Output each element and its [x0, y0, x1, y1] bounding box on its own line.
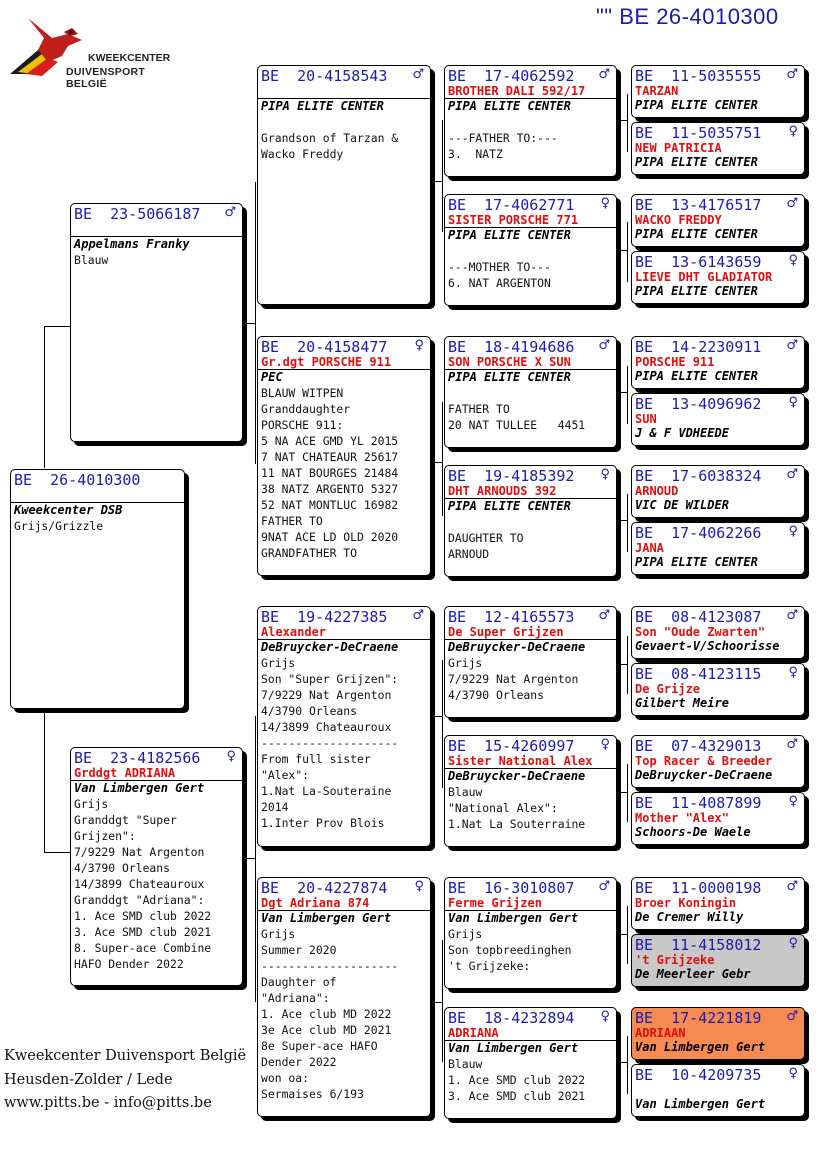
female-sex-icon: ♀	[788, 1066, 798, 1081]
owner-name: PIPA ELITE CENTER	[261, 99, 384, 113]
pedigree-note: 8e Super-ace HAFO	[261, 1039, 378, 1053]
owner-name: Van Limbergen Gert	[74, 781, 205, 795]
connector-line	[442, 120, 443, 232]
connector-line	[243, 858, 256, 859]
male-sex-icon: ♂	[412, 608, 424, 623]
pigeon-card[interactable]	[257, 606, 431, 847]
owner-name: Gilbert Meire	[635, 696, 729, 710]
female-sex-icon: ♀	[600, 737, 610, 752]
pedigree-note: 5 NA ACE GMD YL 2015	[261, 434, 399, 448]
ring-number: BE 11-0000198	[635, 879, 762, 897]
male-sex-icon: ♂	[786, 737, 798, 752]
pigeon-name	[261, 84, 426, 98]
female-sex-icon: ♀	[788, 395, 798, 410]
pedigree-note: Dender 2022	[261, 1055, 337, 1069]
pedigree-note: 4/3790 Orleans	[261, 704, 358, 718]
pigeon-name: SON PORSCHE X SUN	[448, 355, 571, 369]
owner-name: Schoors-De Waele	[635, 825, 751, 839]
pigeon-card[interactable]	[444, 336, 617, 448]
owner-name: Kweekcenter DSB	[14, 503, 123, 517]
ring-number: BE 17-4062771	[448, 196, 575, 214]
pigeon-card[interactable]	[631, 934, 805, 987]
pigeon-name	[14, 488, 180, 502]
male-sex-icon: ♂	[786, 338, 798, 353]
ring-number: BE 11-4087899	[635, 794, 762, 812]
connector-line	[431, 716, 443, 717]
connector-line	[627, 366, 628, 424]
owner-name: PIPA ELITE CENTER	[635, 555, 758, 569]
male-sex-icon: ♂	[224, 205, 236, 220]
ring-number: BE 12-4165573	[448, 608, 575, 626]
owner-name: Van Limbergen Gert	[448, 911, 579, 925]
pigeon-name: JANA	[635, 541, 664, 555]
ring-number: BE 20-4227874	[261, 879, 388, 897]
pigeon-name: NEW PATRICIA	[635, 141, 722, 155]
pedigree-note: 6. NAT ARGENTON	[448, 276, 551, 290]
pigeon-card[interactable]	[257, 336, 431, 576]
pedigree-note: 14/3899 Chateauroux	[261, 720, 392, 734]
female-sex-icon: ♀	[600, 196, 610, 211]
pedigree-note: From full sister	[261, 752, 371, 766]
pedigree-note: Blauw	[74, 253, 109, 267]
pigeon-name: Son "Oude Zwarten"	[635, 625, 766, 639]
ring-number: BE 23-4182566	[74, 749, 201, 767]
pigeon-name: ADRIANA	[448, 1026, 499, 1040]
pedigree-note: Grandson of Tarzan &	[261, 131, 399, 145]
pedigree-note: Granddaughter	[261, 402, 351, 416]
pigeon-card[interactable]	[631, 393, 805, 446]
logo-text-line1: KWEEKCENTER	[88, 52, 171, 64]
female-sex-icon: ♀	[600, 1009, 610, 1024]
pedigree-note: Wacko Freddy	[261, 147, 344, 161]
connector-line	[627, 222, 628, 282]
pigeon-card[interactable]	[631, 1007, 805, 1060]
pigeon-name: Gr.dgt PORSCHE 911	[261, 355, 392, 369]
pedigree-note: 1. Ace SMD club 2022	[74, 909, 212, 923]
footer-location: Heusden-Zolder / Lede	[4, 1072, 173, 1088]
connector-line	[617, 664, 628, 665]
pedigree-note: BLAUW WITPEN	[261, 386, 344, 400]
pedigree-note: ARNOUD	[448, 547, 490, 561]
pigeon-name: Broer Koningin	[635, 896, 737, 910]
owner-name: PIPA ELITE CENTER	[635, 227, 758, 241]
female-sex-icon: ♀	[788, 936, 798, 951]
pigeon-card[interactable]	[631, 735, 805, 788]
footer-contact: www.pitts.be - info@pitts.be	[4, 1095, 212, 1111]
pigeon-card[interactable]	[631, 122, 805, 175]
pigeon-card[interactable]	[631, 792, 805, 845]
connector-line	[627, 906, 628, 964]
connector-line	[431, 1002, 443, 1003]
pigeon-card[interactable]	[70, 203, 243, 442]
owner-name: PIPA ELITE CENTER	[635, 155, 758, 169]
pedigree-note: "Alex":	[261, 768, 310, 782]
pigeon-name: 't Grijzeke	[635, 953, 715, 967]
pedigree-note	[448, 243, 612, 259]
pedigree-note: 1.Nat La Souterraine	[448, 817, 586, 831]
connector-line	[627, 636, 628, 694]
pigeon-name: SISTER PORSCHE 771	[448, 213, 579, 227]
pedigree-note: 1. Ace SMD club 2022	[448, 1073, 586, 1087]
ring-number: BE 19-4227385	[261, 608, 388, 626]
pigeon-card[interactable]	[631, 465, 805, 518]
pedigree-note: 3. NATZ	[448, 147, 503, 161]
ring-number: BE 10-4209735	[635, 1066, 762, 1084]
pedigree-note: 1. Ace club MD 2022	[261, 1007, 392, 1021]
pigeon-card[interactable]	[631, 65, 805, 118]
pedigree-note: Granddgt "Super	[74, 813, 177, 827]
pigeon-card[interactable]	[444, 735, 617, 847]
pedigree-note: "Adriana":	[261, 991, 330, 1005]
pedigree-note: Grijs	[448, 656, 483, 670]
pigeon-name: Grddgt ADRIANA	[74, 766, 176, 780]
ring-number: BE 11-4158012	[635, 936, 762, 954]
pedigree-note: Grijzen":	[74, 829, 136, 843]
female-sex-icon: ♀	[788, 524, 798, 539]
pigeon-name: ADRIAAN	[635, 1026, 686, 1040]
pedigree-note: Son topbreedinghen	[448, 943, 572, 957]
pedigree-note	[448, 385, 612, 401]
connector-line	[627, 764, 628, 822]
connector-line	[627, 1036, 628, 1094]
pedigree-note: Grijs	[448, 927, 483, 941]
owner-name: VIC DE WILDER	[635, 498, 729, 512]
owner-name: J & F VDHEEDE	[635, 426, 729, 440]
pedigree-note: 7/9229 Nat Argenton	[261, 688, 392, 702]
pigeon-name: DHT ARNOUDS 392	[448, 484, 557, 498]
name-spacer	[635, 1083, 800, 1097]
ring-number: BE 17-4062266	[635, 524, 762, 542]
pigeon-card[interactable]	[444, 877, 617, 989]
pigeon-card[interactable]	[444, 65, 617, 177]
pedigree-note: 3e Ace club MD 2021	[261, 1023, 392, 1037]
pigeon-card[interactable]	[257, 877, 431, 1117]
ring-number: BE 14-2230911	[635, 338, 762, 356]
ring-number: BE 13-4096962	[635, 395, 762, 413]
logo-text-line2: DUIVENSPORT BELGIË	[66, 66, 146, 90]
ring-number: BE 20-4158477	[261, 338, 388, 356]
male-sex-icon: ♂	[412, 67, 424, 82]
pigeon-card[interactable]	[10, 469, 185, 709]
pigeon-card[interactable]	[257, 65, 431, 305]
pedigree-note: Blauw	[448, 785, 483, 799]
pedigree-note: 4/3790 Orleans	[448, 688, 545, 702]
connector-line	[627, 494, 628, 552]
connector-line	[442, 660, 443, 788]
connector-line	[617, 392, 628, 393]
pedigree-note: Grijs	[74, 797, 109, 811]
pigeon-name: LIEVE DHT GLADIATOR	[635, 270, 773, 284]
ring-number: BE 17-4221819	[635, 1009, 762, 1027]
pedigree-note: Blauw	[448, 1057, 483, 1071]
connector-line	[617, 792, 628, 793]
pigeon-card[interactable]	[631, 522, 805, 575]
connector-line	[617, 120, 628, 121]
pedigree-note: --------------------	[261, 736, 399, 750]
connector-line	[442, 402, 443, 516]
female-sex-icon: ♀	[414, 879, 424, 894]
pigeon-name: WACKO FREDDY	[635, 213, 722, 227]
pedigree-note: ---FATHER TO:---	[448, 131, 558, 145]
pedigree-note: 1.Nat La-Souteraine	[261, 784, 392, 798]
connector-line	[44, 852, 70, 853]
owner-name: DeBruycker-DeCraene	[448, 769, 586, 783]
ring-number: BE 11-5035751	[635, 124, 762, 142]
female-sex-icon: ♀	[414, 338, 424, 353]
pigeon-card[interactable]	[631, 606, 805, 659]
owner-name: PIPA ELITE CENTER	[635, 98, 758, 112]
pedigree-note: Grijs/Grizzle	[14, 519, 104, 533]
male-sex-icon: ♂	[786, 608, 798, 623]
female-sex-icon: ♀	[226, 749, 236, 764]
connector-line	[44, 710, 45, 852]
pedigree-note: 3. Ace SMD club 2021	[448, 1089, 586, 1103]
pedigree-note: 3. Ace SMD club 2021	[74, 925, 212, 939]
connector-line	[44, 326, 70, 327]
pigeon-name: Top Racer & Breeder	[635, 754, 773, 768]
pedigree-note: DAUGHTER TO	[448, 531, 524, 545]
female-sex-icon: ♀	[600, 467, 610, 482]
ring-number: BE 08-4123115	[635, 665, 762, 683]
pedigree-note: 1.Inter Prov Blois	[261, 816, 385, 830]
pigeon-card[interactable]	[631, 877, 805, 930]
pigeon-name: PORSCHE 911	[635, 355, 715, 369]
pedigree-note: ---MOTHER TO---	[448, 260, 551, 274]
pigeon-name: BROTHER DALI 592/17	[448, 84, 586, 98]
ring-number: BE 26-4010300	[14, 471, 141, 489]
kweekcenter-logo	[8, 16, 183, 90]
ring-number: BE 16-3010807	[448, 879, 575, 897]
male-sex-icon: ♂	[598, 608, 610, 623]
pigeon-name: TARZAN	[635, 84, 679, 98]
pigeon-name: De Grijze	[635, 682, 701, 696]
pedigree-note: 7/9229 Nat Argenton	[448, 672, 579, 686]
male-sex-icon: ♂	[598, 67, 610, 82]
pedigree-note: FATHER TO	[261, 514, 323, 528]
pigeon-card[interactable]	[70, 747, 243, 986]
pigeon-name: Sister National Alex	[448, 754, 593, 768]
female-sex-icon: ♀	[788, 794, 798, 809]
male-sex-icon: ♂	[786, 67, 798, 82]
pedigree-note: 8. Super-ace Combine	[74, 941, 212, 955]
pigeon-name: De Super Grijzen	[448, 625, 564, 639]
pigeon-name: Alexander	[261, 625, 327, 639]
male-sex-icon: ♂	[786, 1009, 798, 1024]
owner-name: Van Limbergen Gert	[448, 1041, 579, 1055]
pigeon-card[interactable]	[444, 465, 617, 577]
pedigree-note: HAFO Dender 2022	[74, 957, 184, 971]
pigeon-name: Dgt Adriana 874	[261, 896, 370, 910]
pigeon-name: Ferme Grijzen	[448, 896, 542, 910]
ring-number: BE 07-4329013	[635, 737, 762, 755]
connector-line	[255, 716, 256, 1002]
pedigree-note: Sermaises 6/193	[261, 1087, 364, 1101]
pigeon-card[interactable]	[444, 606, 617, 718]
owner-name: DeBruycker-DeCraene	[261, 640, 399, 654]
footer-org-name: Kweekcenter Duivensport België	[4, 1048, 247, 1064]
connector-line	[431, 181, 443, 182]
ring-number: BE 13-6143659	[635, 253, 762, 271]
pedigree-note: 20 NAT TULLEE 4451	[448, 418, 586, 432]
owner-name: PIPA ELITE CENTER	[635, 369, 758, 383]
connector-line	[442, 940, 443, 1062]
ring-number: BE 18-4194686	[448, 338, 575, 356]
pigeon-name: Mother "Alex"	[635, 811, 729, 825]
pedigree-note: 7/9229 Nat Argenton	[74, 845, 205, 859]
pedigree-note: 't Grijzeke:	[448, 959, 531, 973]
owner-name: PIPA ELITE CENTER	[448, 99, 571, 113]
connector-line	[431, 462, 443, 463]
female-sex-icon: ♀	[788, 665, 798, 680]
ring-number: BE 17-4062592	[448, 67, 575, 85]
owner-name: PIPA ELITE CENTER	[635, 284, 758, 298]
male-sex-icon: ♂	[786, 196, 798, 211]
pedigree-note: won oa:	[261, 1071, 310, 1085]
pedigree-note: Daughter of	[261, 975, 337, 989]
pedigree-note: Son "Super Grijzen":	[261, 672, 399, 686]
pigeon-card[interactable]	[631, 251, 805, 304]
owner-name: Gevaert-V/Schoorisse	[635, 639, 780, 653]
owner-name: De Meerleer Gebr	[635, 967, 751, 981]
pedigree-note: FATHER TO	[448, 402, 510, 416]
connector-line	[617, 250, 628, 251]
pedigree-note: 9NAT ACE LD OLD 2020	[261, 530, 399, 544]
pedigree-note: 38 NATZ ARGENTO 5327	[261, 482, 399, 496]
male-sex-icon: ♂	[598, 879, 610, 894]
pigeon-card[interactable]	[631, 663, 805, 716]
ring-number: BE 15-4260997	[448, 737, 575, 755]
owner-name: DeBruycker-DeCraene	[448, 640, 586, 654]
owner-name: De Cremer Willy	[635, 910, 744, 924]
pedigree-note	[448, 114, 612, 130]
ring-number: BE 19-4185392	[448, 467, 575, 485]
ring-number: BE 11-5035555	[635, 67, 762, 85]
female-sex-icon: ♀	[788, 124, 798, 139]
ring-number: BE 08-4123087	[635, 608, 762, 626]
ring-number: BE 13-4176517	[635, 196, 762, 214]
connector-line	[44, 326, 45, 468]
owner-name: PIPA ELITE CENTER	[448, 228, 571, 242]
pedigree-note	[261, 114, 426, 130]
ring-number: BE 23-5066187	[74, 205, 201, 223]
owner-name: Van Limbergen Gert	[635, 1097, 766, 1111]
pedigree-note: 52 NAT MONTLUC 16982	[261, 498, 399, 512]
pigeon-card[interactable]	[631, 336, 805, 389]
pedigree-note: "National Alex":	[448, 801, 558, 815]
ring-number: BE 20-4158543	[261, 67, 388, 85]
connector-line	[243, 323, 256, 324]
owner-name: Van Limbergen Gert	[261, 911, 392, 925]
pigeon-name: SUN	[635, 412, 657, 426]
pedigree-note: 7 NAT CHATEAUR 25617	[261, 450, 399, 464]
pedigree-note: Granddgt "Adriana":	[74, 893, 205, 907]
owner-name: Van Limbergen Gert	[635, 1040, 766, 1054]
pedigree-note: 11 NAT BOURGES 21484	[261, 466, 399, 480]
owner-name: DeBruycker-DeCraene	[635, 768, 773, 782]
female-sex-icon: ♀	[788, 253, 798, 268]
connector-line	[617, 934, 628, 935]
pigeon-name: ARNOUD	[635, 484, 679, 498]
pedigree-note: --------------------	[261, 959, 399, 973]
owner-name: Appelmans Franky	[74, 237, 190, 251]
male-sex-icon: ♂	[598, 338, 610, 353]
pedigree-note: 2014	[261, 800, 289, 814]
pedigree-note: Summer 2020	[261, 943, 337, 957]
pedigree-note: 14/3899 Chateauroux	[74, 877, 205, 891]
connector-line	[627, 94, 628, 152]
pigeon-card[interactable]	[444, 1007, 617, 1119]
owner-name: PIPA ELITE CENTER	[448, 499, 571, 513]
connector-line	[617, 1062, 628, 1063]
pedigree-note: 4/3790 Orleans	[74, 861, 171, 875]
connector-line	[617, 520, 628, 521]
pigeon-card[interactable]	[631, 194, 805, 247]
ring-number: BE 17-6038324	[635, 467, 762, 485]
pigeon-name	[74, 222, 238, 236]
pedigree-title: "" BE 26-4010300	[596, 4, 779, 29]
owner-name: PIPA ELITE CENTER	[448, 370, 571, 384]
pedigree-note: PORSCHE 911:	[261, 418, 344, 432]
ring-number: BE 18-4232894	[448, 1009, 575, 1027]
pedigree-note: GRANDFATHER TO	[261, 546, 358, 560]
pedigree-note	[448, 514, 612, 530]
pigeon-card[interactable]	[444, 194, 617, 306]
male-sex-icon: ♂	[786, 467, 798, 482]
pedigree-note: Grijs	[261, 927, 296, 941]
pedigree-note: Grijs	[261, 656, 296, 670]
pigeon-card[interactable]	[631, 1064, 805, 1117]
male-sex-icon: ♂	[786, 879, 798, 894]
owner-name: PEC	[261, 370, 283, 384]
